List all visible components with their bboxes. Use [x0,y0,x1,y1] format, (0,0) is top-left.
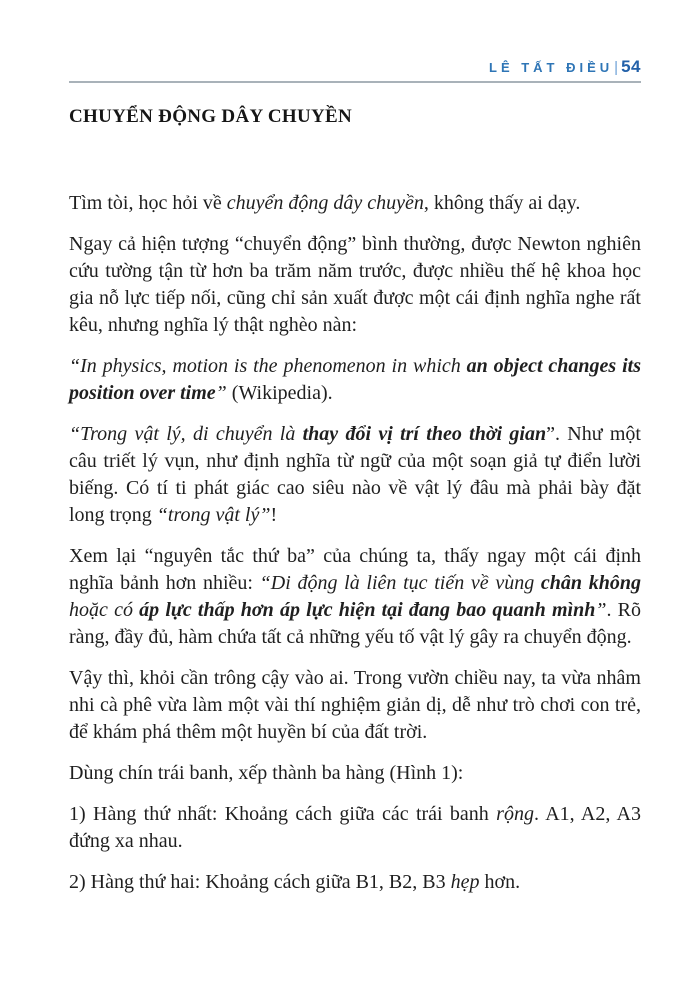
text-segment: hơn. [479,871,521,893]
text-segment: ” [595,599,607,621]
text-segment: , không thấy ai dạy. [423,192,581,214]
header-separator: | [614,59,619,76]
paragraph [69,869,641,896]
running-header [69,58,641,76]
text-segment: chân không [540,572,641,594]
text-segment: 1) Hàng thứ nhất: Khoảng cách giữa các trái banh [69,803,497,825]
paragraph [69,190,641,217]
text-segment: an object changes its position over time [69,355,641,404]
paragraph [69,543,641,651]
text-segment: “In physics, motion is the phenomenon in which [69,355,467,377]
text-segment: ! [270,504,278,526]
text-segment: hẹp [450,871,480,893]
paragraph [69,231,641,339]
paragraph [69,665,641,746]
text-segment: . Rõ ràng, đầy đủ, hàm chứa tất cả những yếu tố vật lý gây ra chuyển động. [69,599,641,648]
text-segment: ” [215,382,227,404]
text-segment: áp lực thấp hơn áp lực hiện tại đang bao quanh mình [139,599,596,621]
text-segment: “Trong vật lý, di chuyển là [69,423,303,445]
text-segment: Dùng chín trái banh, xếp thành ba hàng (Hình 1): [69,762,464,784]
text-segment: rộng [496,803,534,825]
header-rule [69,81,641,83]
text-segment: ”. Như một câu triết lý vụn, như định nghĩa từ ngữ của một soạn giả tự điển lười biếng. Có tí ti phát giác cao siêu nào về vật lý đâu mà phải bày đặt long trọng [69,423,641,526]
text-segment: Xem lại “nguyên tắc thứ ba” của chúng ta, thấy ngay một cái định nghĩa bảnh hơn nhiều: [69,545,641,594]
author-name: LÊ TẤT ĐIỀU [489,60,614,75]
text-segment: . A1, A2, A3 đứng xa nhau. [69,803,641,852]
text-segment: thay đổi vị trí theo thời gian [302,423,547,445]
text-segment: (Wikipedia). [226,382,333,404]
paragraph [69,801,641,855]
body-text [69,190,641,896]
text-segment: “Di động là liên tục tiến về vùng [259,572,541,594]
chapter-title: CHUYỂN ĐỘNG DÂY CHUYỀN [69,106,352,127]
text-segment: 2) Hàng thứ hai: Khoảng cách giữa B1, B2, B3 [69,871,451,893]
text-segment: chuyển động dây chuyền [226,192,424,214]
text-segment: hoặc có [69,599,140,621]
text-segment: Tìm tòi, học hỏi về [69,192,227,214]
paragraph [69,353,641,407]
text-segment: “trong vật lý” [156,504,271,526]
paragraph [69,421,641,529]
text-segment: Ngay cả hiện tượng “chuyển động” bình thường, được Newton nghiên cứu tường tận từ hơn ba trăm năm trước, được nhiều thế hệ khoa học gia nỗ lực tiếp nối, cũng chỉ sản xuất được một cái định nghĩa nghe rất kêu, nhưng nghĩa lý thật nghèo nàn: [69,233,641,336]
paragraph [69,760,641,787]
text-segment: Vậy thì, khỏi cần trông cậy vào ai. Trong vườn chiều nay, ta vừa nhâm nhi cà phê vừa làm một vài thí nghiệm giản dị, dễ như trò chơi con trẻ, để khám phá thêm một huyền bí của đất trời. [69,667,641,743]
page-number: 54 [621,57,641,76]
